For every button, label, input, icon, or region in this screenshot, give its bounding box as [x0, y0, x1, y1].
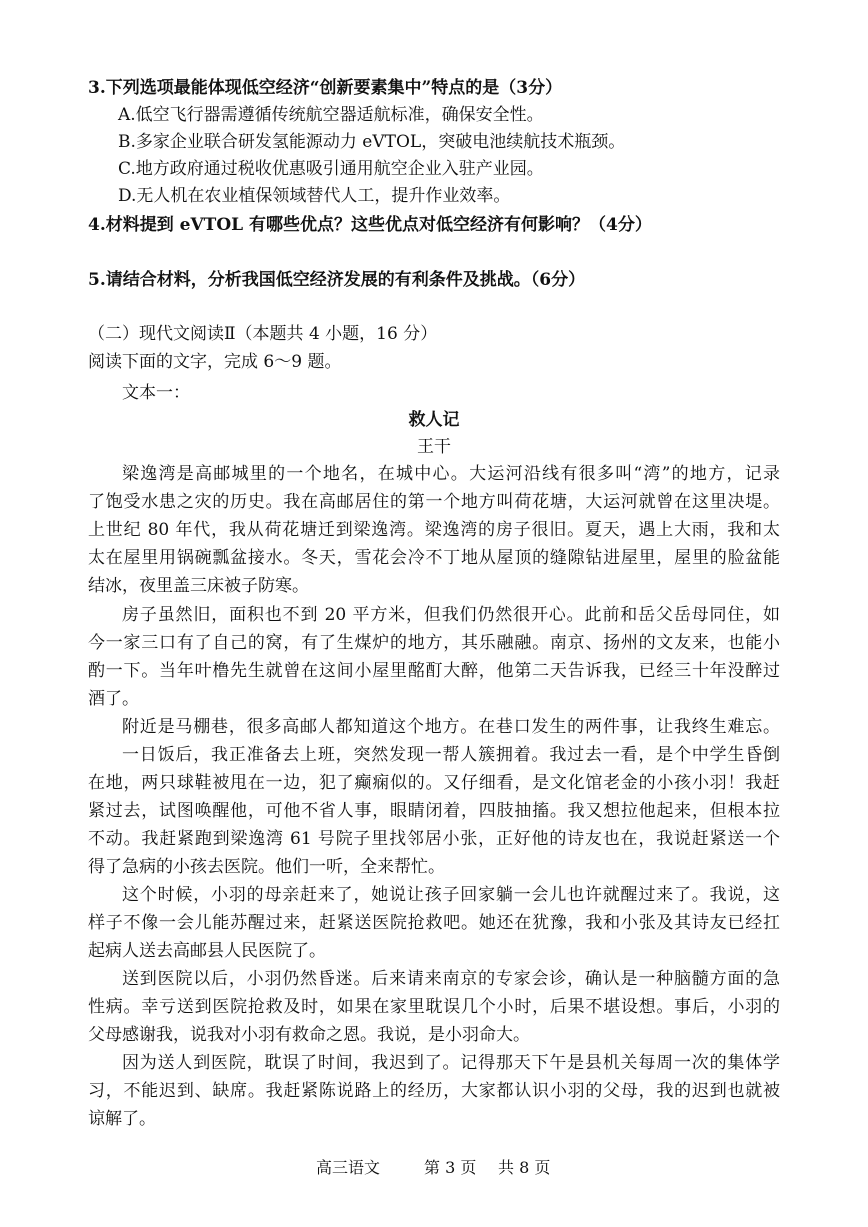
- article-line: 酌一下。当年叶橹先生就曾在这间小屋里酩酊大醉，他第二天告诉我，已经三十年没醉过: [88, 661, 780, 681]
- article-line: 习，不能迟到、缺席。我赶紧陈说路上的经历，大家都认识小羽的父母，我的迟到也就被: [88, 1081, 780, 1101]
- article-line: 样子不像一会儿能苏醒过来，赶紧送医院抢救吧。她还在犹豫，我和小张及其诗友已经扛: [88, 913, 780, 933]
- article-line: 谅解了。: [88, 1109, 156, 1129]
- article-line: 因为送人到医院，耽误了时间，我迟到了。记得那天下午是县机关每周一次的集体学: [122, 1053, 780, 1073]
- article-line: 紧过去，试图唤醒他，可他不省人事，眼睛闭着，四肢抽搐。我又想拉他起来，但根本拉: [88, 801, 780, 821]
- question-3-option-d: D.无人机在农业植保领域替代人工，提升作业效率。: [118, 186, 511, 206]
- footer-total-pages: 共 8 页: [498, 1158, 551, 1177]
- article-line: 性病。幸亏送到医院抢救及时，如果在家里耽误几个小时，后果不堪设想。事后，小羽的: [88, 997, 780, 1017]
- footer-subject: 高三语文: [316, 1158, 381, 1177]
- article-line: 附近是马棚巷，很多高邮人都知道这个地方。在巷口发生的两件事，让我终生难忘。: [122, 717, 780, 737]
- question-3-option-c: C.地方政府通过税收优惠吸引通用航空企业入驻产业园。: [118, 159, 544, 179]
- article-line: 梁逸湾是高邮城里的一个地名，在城中心。大运河沿线有很多叫“湾”的地方，记录: [122, 464, 780, 484]
- article-line: 一日饭后，我正准备去上班，突然发现一帮人簇拥着。我过去一看，是个中学生昏倒: [122, 745, 780, 765]
- article-line: 今一家三口有了自己的窝，有了生煤炉的地方，其乐融融。南京、扬州的文友来，也能小: [88, 633, 780, 653]
- article-line: 这个时候，小羽的母亲赶来了，她说让孩子回家躺一会儿也许就醒过来了。我说，这: [122, 885, 780, 905]
- article-line: 上世纪 80 年代，我从荷花塘迁到梁逸湾。梁逸湾的房子很旧。夏天，遇上大雨，我和太: [88, 520, 780, 540]
- question-3-stem: 3.下列选项最能体现低空经济“创新要素集中”特点的是（3分）: [88, 78, 563, 98]
- article-line: 不动。我赶紧跑到梁逸湾 61 号院子里找邻居小张，正好他的诗友也在，我说赶紧送一个: [88, 829, 780, 849]
- text-label: 文本一：: [122, 383, 190, 403]
- section-instruction: 阅读下面的文字，完成 6～9 题。: [88, 352, 342, 372]
- question-5: 5.请结合材料，分析我国低空经济发展的有利条件及挑战。（6分）: [88, 270, 586, 290]
- question-4: 4.材料提到 eVTOL 有哪些优点？这些优点对低空经济有何影响？（4分）: [88, 215, 652, 235]
- article-line: 酒了。: [88, 689, 139, 709]
- article-author: 王干: [417, 437, 451, 457]
- article-line: 父母感谢我，说我对小羽有救命之恩。我说，是小羽命大。: [88, 1025, 530, 1045]
- article-line: 太在屋里用锅碗瓢盆接水。冬天，雪花会冷不丁地从屋顶的缝隙钻进屋里，屋里的脸盆能: [88, 548, 780, 568]
- article-line: 送到医院以后，小羽仍然昏迷。后来请来南京的专家会诊，确认是一种脑髓方面的急: [122, 969, 780, 989]
- article-line: 得了急病的小孩去医院。他们一听，全来帮忙。: [88, 857, 445, 877]
- question-3-option-b: B.多家企业联合研发氢能源动力 eVTOL，突破电池续航技术瓶颈。: [118, 132, 626, 152]
- question-3-option-a: A.低空飞行器需遵循传统航空器适航标准，确保安全性。: [118, 105, 544, 125]
- article-line: 在地，两只球鞋被甩在一边，犯了癫痫似的。又仔细看，是文化馆老金的小孩小羽！我赶: [88, 773, 780, 793]
- footer-page-number: 第 3 页: [424, 1158, 477, 1177]
- section-heading: （二）现代文阅读Ⅱ（本题共 4 小题，16 分）: [88, 324, 438, 344]
- article-line: 了饱受水患之灾的历史。我在高邮居住的第一个地方叫荷花塘，大运河就曾在这里决堤。: [88, 492, 780, 512]
- article-title: 救人记: [408, 410, 460, 430]
- article-line: 起病人送去高邮县人民医院了。: [88, 941, 326, 961]
- article-line: 结冰，夜里盖三床被子防寒。: [88, 576, 309, 596]
- article-line: 房子虽然旧，面积也不到 20 平方米，但我们仍然很开心。此前和岳父岳母同住，如: [122, 605, 780, 625]
